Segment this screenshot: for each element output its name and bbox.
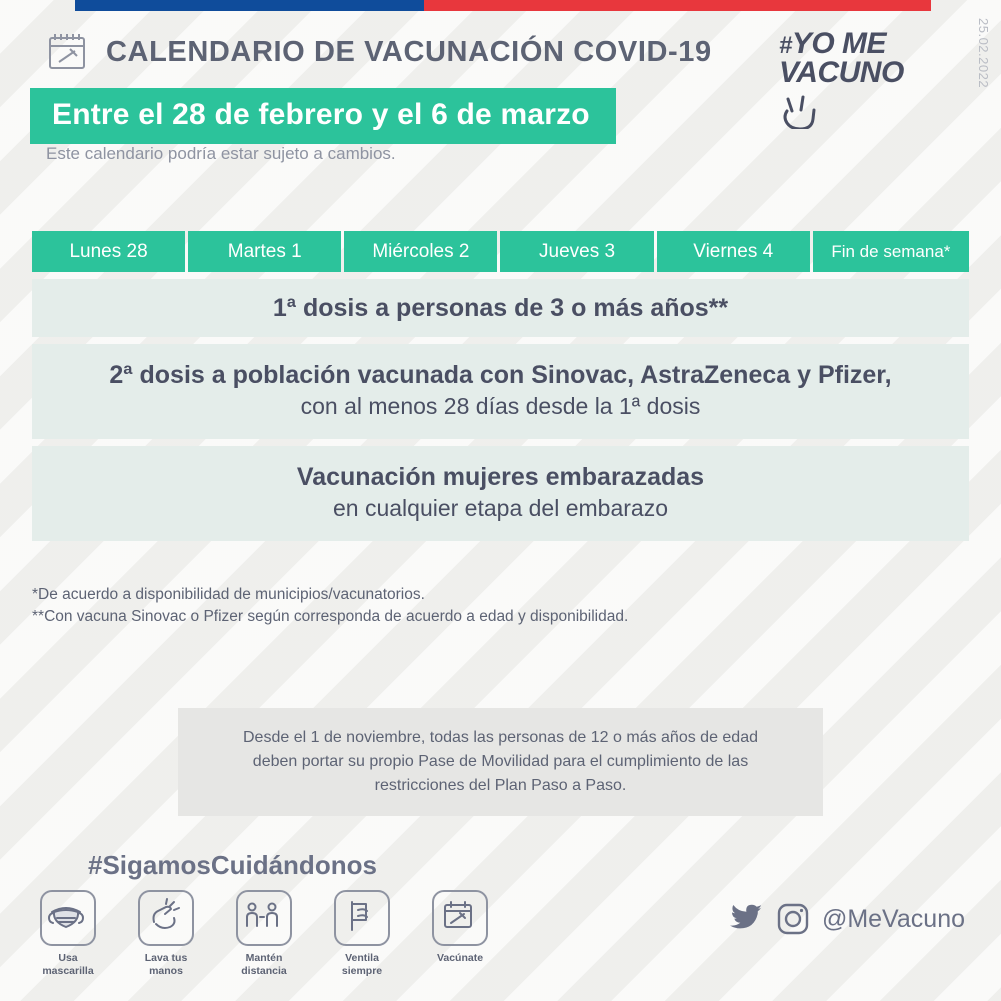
care-item-ventilate-label-1: Ventila (345, 952, 379, 964)
care-item-wash-hands-label-2: manos (149, 964, 183, 977)
calendar-syringe-icon (46, 30, 90, 74)
care-item-mask-label-1: Usa (58, 952, 78, 964)
notice-line-1: Desde el 1 de noviembre, todas las personas de 12 o más años de edad (243, 729, 758, 746)
social-links (726, 902, 965, 936)
schedule-row-pregnant (32, 446, 969, 541)
schedule-row-second-dose (32, 344, 969, 439)
face-mask-icon (40, 890, 96, 946)
instagram-icon[interactable] (776, 902, 810, 936)
notice-line-3: restricciones del Plan Paso a Paso. (374, 777, 627, 794)
date-stamp: 25.02.2022 (976, 18, 991, 89)
care-item-mask-label-2: mascarilla (42, 964, 94, 977)
care-item-vaccinate-label-1: Vacúnate (436, 952, 484, 964)
notice-line-2: deben portar su propio Pase de Movilidad para el cumplimiento de las (252, 753, 749, 770)
care-item-ventilate-label-2: siempre (341, 964, 383, 977)
care-item-ventilate (322, 890, 402, 977)
wash-hands-icon (138, 890, 194, 946)
header (46, 30, 712, 74)
schedule-rows (32, 279, 969, 548)
care-item-distance (224, 890, 304, 977)
footnote-one: *De acuerdo a disponibilidad de municipios/vacunatorios. (32, 586, 425, 603)
flag-red-segment (424, 0, 931, 11)
social-distance-icon (236, 890, 292, 946)
week-day-monday: Lunes 28 (32, 231, 185, 272)
week-day-wednesday: Miércoles 2 (344, 231, 497, 272)
flag-blue-segment (75, 0, 424, 11)
schedule-row-first-dose (32, 279, 969, 337)
schedule-row-first-dose-main: 1ª dosis a personas de 3 o más años** (272, 294, 729, 322)
schedule-row-second-dose-sub: con al menos 28 días desde la 1ª dosis (300, 393, 701, 419)
hand-peace-icon (779, 89, 939, 129)
schedule-row-pregnant-sub: en cualquier etapa del embarazo (332, 494, 668, 521)
week-header (32, 231, 969, 272)
ventilate-window-icon (334, 890, 390, 946)
vaccinate-calendar-icon (432, 890, 488, 946)
logo-line-1-text: YO ME (791, 27, 887, 60)
care-item-wash-hands-label-1: Lava tus (144, 952, 188, 964)
week-day-tuesday: Martes 1 (188, 231, 341, 272)
date-range-banner: Entre el 28 de febrero y el 6 de marzo (30, 88, 616, 144)
week-day-weekend: Fin de semana* (813, 231, 969, 272)
twitter-bird-icon[interactable] (726, 903, 764, 935)
footnote-two: **Con vacuna Sinovac o Pfizer según corresponda de acuerdo a edad y disponibilidad. (32, 608, 629, 626)
care-item-mask (28, 890, 108, 977)
care-item-distance-label-2: distancia (241, 964, 287, 977)
yomevacuno-logo (779, 27, 939, 129)
care-item-vaccinate (420, 890, 500, 977)
footnotes (32, 584, 628, 629)
page-title: CALENDARIO DE VACUNACIÓN COVID-19 (106, 35, 712, 68)
schedule-row-second-dose-main: 2ª dosis a población vacunada con Sinovac, AstraZeneca y Pfizer, (109, 361, 892, 389)
week-day-friday: Viernes 4 (657, 231, 810, 272)
social-handle[interactable]: @MeVacuno (821, 904, 965, 933)
logo-line-1 (779, 27, 939, 60)
mobility-pass-notice (178, 708, 823, 816)
care-item-distance-label-1: Mantén (245, 952, 283, 964)
chile-flag-bar (75, 0, 931, 11)
logo-hash: # (779, 32, 792, 59)
campaign-hashtag: #SigamosCuidándonos (88, 850, 377, 880)
subject-to-change-note: Este calendario podría estar sujeto a cambios. (46, 144, 396, 163)
schedule-row-pregnant-main: Vacunación mujeres embarazadas (296, 462, 705, 491)
week-day-thursday: Jueves 3 (500, 231, 653, 272)
logo-line-2: VACUNO (779, 55, 904, 89)
care-measures (28, 890, 500, 977)
care-item-wash-hands (126, 890, 206, 977)
